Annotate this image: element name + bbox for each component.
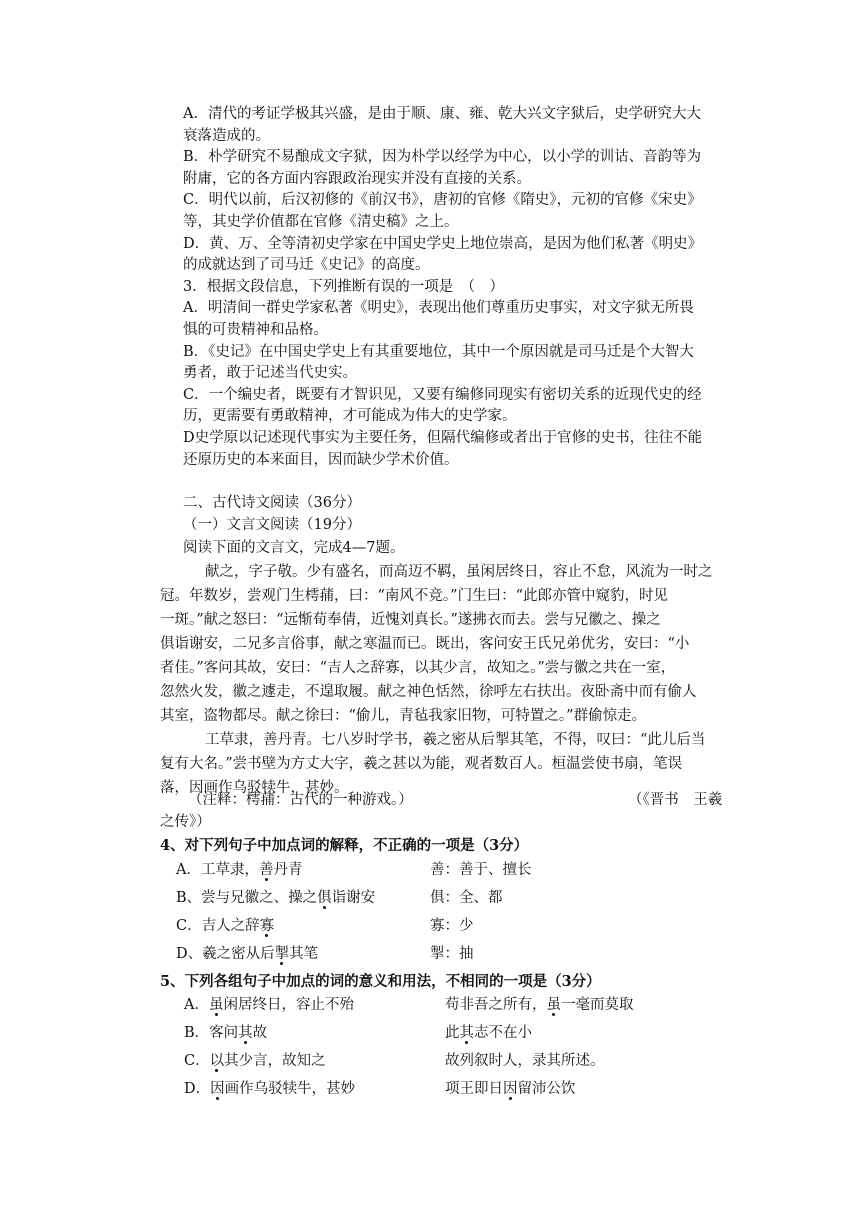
option-text: 故列叙时人，录其所述。: [445, 1053, 605, 1069]
q4-gloss-a: 善：善于、擅长: [430, 862, 532, 878]
option-text: A．工草隶，: [176, 862, 259, 878]
q4-gloss-b: 俱：全、都: [430, 890, 503, 906]
q2-option-c-line2: 等，其史学价值都在官修《清史稿》之上。: [183, 214, 459, 230]
option-text: C．吉人之辞: [176, 918, 260, 934]
option-text: B．客问: [184, 1025, 239, 1041]
passage-line: 工草隶，善丹青。七八岁时学书，羲之密从后掣其笔，不得，叹曰：“此儿后当: [205, 732, 706, 748]
passage-line: 忽然火发，徽之遽走，不遑取履。献之神色恬然，徐呼左右扶出。夜卧斋中而有偷人: [160, 684, 697, 700]
passage-line: 一斑。”献之怒曰：“远惭荀奉倩，近愧刘真长。”遂拂衣而去。尝与兄徽之、操之: [160, 612, 661, 628]
q5-option-d-right: [445, 1079, 576, 1100]
option-text: 丹青: [273, 862, 303, 878]
dotted-word: 以: [209, 1053, 225, 1069]
passage-line: 其室，盗物都尽。献之徐曰：“偷儿，青毡我家旧物，可特置之。”群偷惊走。: [160, 708, 647, 724]
q3-option-c-line2: 历，更需要有勇敢精神，才可能成为伟大的史学家。: [183, 408, 517, 424]
q2-option-a-line1: A．清代的考证学极其兴盛，是由于顺、康、雍、乾大兴文字狱后，史学研究大大: [183, 106, 701, 122]
q5-option-b-right: [445, 1023, 532, 1044]
source-citation-cont: 之传》）: [160, 814, 211, 830]
q3-option-d-line2: 还原历史的本来面目，因而缺少学术价值。: [183, 452, 459, 468]
q5-option-a-right: [445, 995, 634, 1016]
dotted-word: 虽: [208, 997, 224, 1013]
option-text: 此: [445, 1025, 460, 1041]
q3-stem: 3．根据文段信息，下列推断有误的一项是 （ ）: [183, 279, 504, 295]
passage-line: 者佳。”客问其故，安曰：“吉人之辞寡，以其少言，故知之。”尝与徽之共在一室，: [160, 660, 676, 676]
q2-option-a-line2: 衰落造成的。: [183, 128, 270, 144]
q2-option-d-line2: 的成就达到了司马迁《史记》的高度。: [183, 257, 430, 273]
q4-gloss-d: 掣：抽: [430, 946, 474, 962]
option-text: B、尝与兄徽之、操之: [176, 890, 318, 906]
q4-option-a: [176, 860, 302, 881]
q4-option-b: [176, 888, 375, 909]
option-text: 留沛公饮: [517, 1081, 576, 1097]
q2-option-c-line1: C．明代以前，后汉初修的《前汉书》，唐初的官修《隋史》，元初的官修《宋史》: [183, 192, 702, 208]
passage-line: 落，因画作乌驳犊牛，甚妙。: [160, 780, 349, 796]
option-text: A．: [184, 997, 209, 1013]
dotted-word: 其: [238, 1025, 253, 1041]
option-text: 诣谢安: [331, 890, 376, 906]
q3-option-a-line2: 惧的可贵精神和品格。: [183, 322, 328, 338]
q5-stem: 5、下列各组句子中加点的词的意义和用法，不相同的一项是（3分）: [160, 973, 601, 990]
dotted-word: 掣: [274, 946, 290, 962]
passage-line: 冠。年数岁，尝观门生樗蒱，曰：“南风不竞。”门生曰：“此郎亦管中窥豹，时见: [160, 588, 668, 604]
option-text: 闲居终日，容止不殆: [223, 997, 354, 1013]
dotted-word: 其: [459, 1025, 474, 1041]
q2-option-b-line1: B．朴学研究不易酿成文字狱，因为朴学以经学为中心，以小学的训诂、音韵等为: [183, 149, 702, 165]
footnote: （注释：樗蒱：古代的一种游戏。）: [188, 792, 413, 808]
source-citation: （《晋书 王羲: [628, 792, 723, 808]
dotted-word: 善: [258, 862, 274, 878]
q4-stem: 4、对下列句子中加点词的解释，不正确的一项是（3分）: [160, 837, 529, 854]
q3-option-a-line1: A．明清间一群史学家私著《明史》，表现出他们尊重历史事实，对文字狱无所畏: [183, 300, 694, 316]
q3-option-b-line1: B．《史记》在中国史学史上有其重要地位，其中一个原因就是司马迁是个大智大: [183, 344, 694, 360]
option-text: 志不在小: [474, 1025, 532, 1041]
option-text: 苟非吾之所有，: [445, 997, 547, 1013]
passage-line: 复有大名。”尝书壁为方丈大字，羲之甚以为能，观者数百人。桓温尝使书扇，笔误: [160, 756, 683, 772]
q3-option-d-line1: D史学原以记述现代事实为主要任务，但隔代编修或者出于官修的史书，往往不能: [183, 430, 703, 446]
option-text: 项王即日: [445, 1081, 503, 1097]
option-text: 其笔: [289, 946, 319, 962]
option-text: 其少言，故知之: [224, 1053, 326, 1069]
q5-option-b-left: [184, 1023, 267, 1044]
q3-option-c-line1: C．一个编史者，既要有才智识见，又要有编修同现实有密切关系的近现代史的经: [183, 387, 702, 403]
dotted-word: 因: [210, 1081, 225, 1097]
option-text: D．: [184, 1081, 211, 1097]
option-text: 一毫而莫取: [561, 997, 634, 1013]
dotted-word: 因: [503, 1081, 518, 1097]
q3-option-b-line2: 勇者，敢于记述当代史实。: [183, 365, 357, 381]
q5-option-c-left: [184, 1051, 326, 1072]
q4-gloss-c: 寡：少: [430, 918, 474, 934]
dotted-word: 寡: [259, 918, 275, 934]
option-text: C．: [184, 1053, 210, 1069]
q2-option-b-line2: 附庸，它的各方面内容跟政治现实并没有直接的关系。: [183, 171, 531, 187]
q4-option-c: [176, 916, 274, 937]
q5-option-c-right: [445, 1051, 605, 1072]
option-text: D、羲之密从后: [176, 946, 275, 962]
passage-line: 俱诣谢安，二兄多言俗事，献之寒温而已。既出，客问安王氏兄弟优劣，安曰：“小: [160, 636, 690, 652]
dotted-word: 俱: [317, 890, 332, 906]
passage-line: 献之，字子敬。少有盛名，而高迈不羁，虽闲居终日，容止不怠，风流为一时之: [205, 564, 713, 580]
q5-option-a-left: [184, 995, 354, 1016]
q5-option-d-left: [184, 1079, 355, 1100]
section-title: 二、古代诗文阅读（36分）: [183, 495, 361, 511]
option-text: 画作乌驳犊牛，甚妙: [224, 1081, 356, 1097]
instruction: 阅读下面的文言文，完成4—7题。: [183, 540, 405, 556]
dotted-word: 虽: [546, 997, 561, 1013]
q2-option-d-line1: D．黄、万、全等清初史学家在中国史学史上地位崇高，是因为他们私著《明史》: [183, 236, 703, 252]
q4-option-d: [176, 944, 318, 965]
subsection-title: （一）文言文阅读（19分）: [183, 517, 361, 533]
option-text: 故: [252, 1025, 268, 1041]
